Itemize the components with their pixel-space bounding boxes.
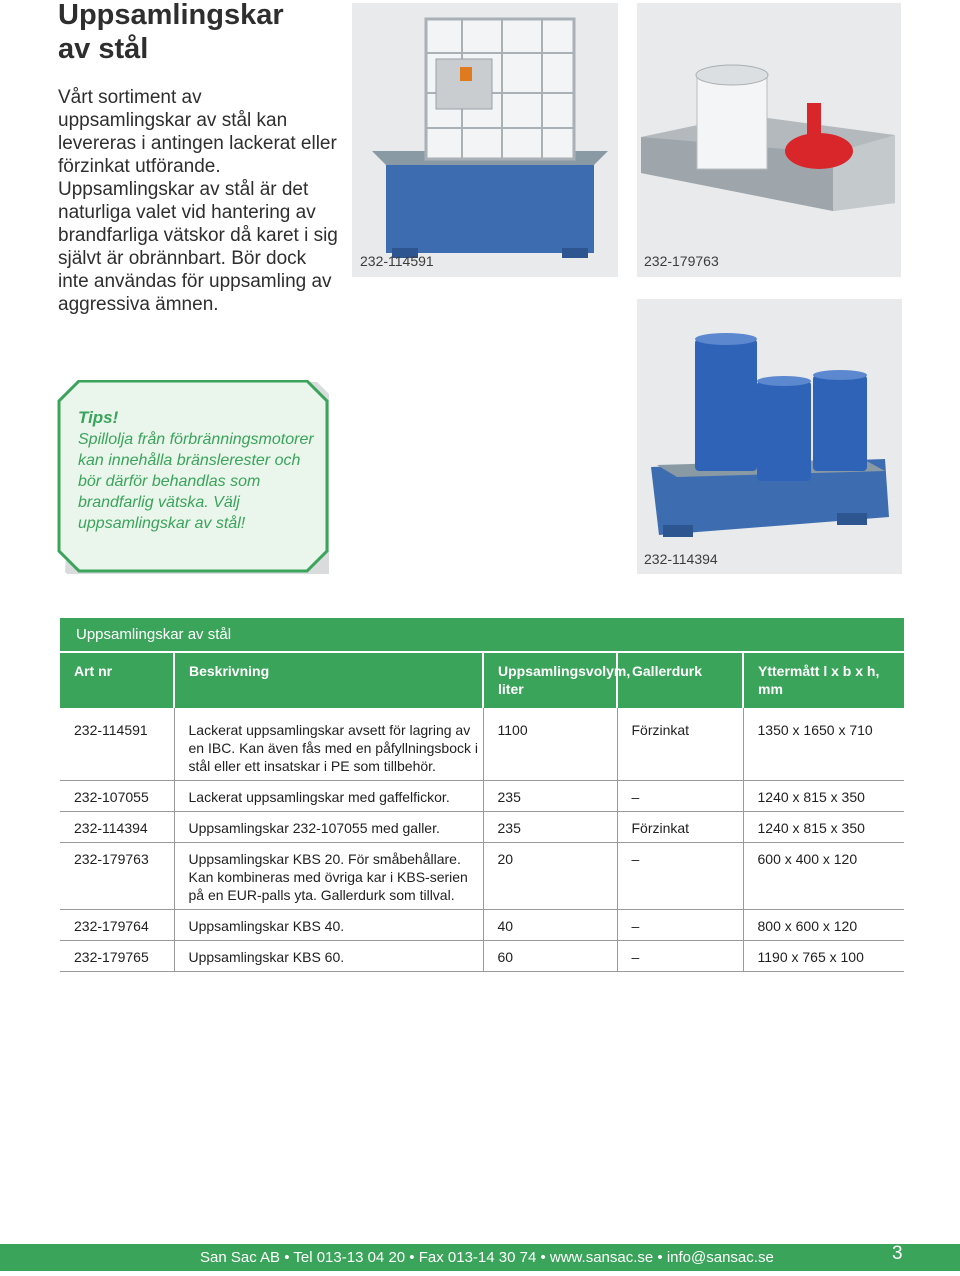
photo-caption: 232-179763 [644,253,719,269]
column-header: Gallerdurk [617,653,743,708]
page-title [58,0,348,66]
table-cell: 40 [483,910,617,941]
table-cell: 232-179763 [60,843,174,910]
table-cell: – [617,941,743,972]
table-cell: 800 x 600 x 120 [743,910,904,941]
column-header: Art nr [60,653,174,708]
page-title-line2: av stål [58,33,149,65]
table-cell: Uppsamlingskar KBS 20. För småbehållare. Kan kombineras med övriga kar i KBS-serien på en EUR-palls yta. Gallerdurk som tillval. [174,843,483,910]
tips-box [57,380,329,574]
product-table-grid [60,653,904,972]
table-cell: 1350 x 1650 x 710 [743,708,904,781]
table-cell: – [617,843,743,910]
table-cell: 235 [483,812,617,843]
table-cell: 1240 x 815 x 350 [743,781,904,812]
photo-caption: 232-114591 [360,253,434,269]
table-cell: Uppsamlingskar KBS 60. [174,941,483,972]
table-cell: Uppsamlingskar 232-107055 med galler. [174,812,483,843]
table-row [60,781,904,812]
table-cell: 232-179764 [60,910,174,941]
table-cell: 232-114591 [60,708,174,781]
photo-232-179763 [637,3,901,277]
table-cell: 1190 x 765 x 100 [743,941,904,972]
product-table [60,618,904,972]
table-cell: 232-107055 [60,781,174,812]
table-row [60,812,904,843]
column-header: Beskrivning [174,653,483,708]
table-cell: Lackerat uppsamlingskar med gaffelfickor. [174,781,483,812]
ibc-on-blue-sump-photo-icon [352,3,618,277]
tips-text: Spillolja från förbränningsmotorer kan innehålla bränslerester och bör därför behandlas som brandfarlig vätska. Välj uppsamlingskar av stål! [78,431,314,532]
table-cell: – [617,910,743,941]
page-title-line1: Uppsamlingskar [58,0,284,31]
photo-232-114591 [352,3,618,277]
table-cell: 235 [483,781,617,812]
photo-232-114394 [637,299,902,574]
intro-paragraph: Vårt sortiment av uppsamlingskar av stål kan levereras i antingen lackerat eller förzinkat utförande. Uppsamlingskar av stål är det naturliga valet vid hantering av brandfarliga vätskor då karet i sig självt är obrännbart. Bör dock inte användas för uppsamling av aggressiva ämnen. [58,87,338,315]
table-header-row [60,653,904,708]
table-cell: Lackerat uppsamlingskar avsett för lagring av en IBC. Kan även fås med en påfyllningsbock i stål eller ett insatskar i PE som tillbehör. [174,708,483,781]
table-cell: Uppsamlingskar KBS 40. [174,910,483,941]
table-title: Uppsamlingskar av stål [60,618,904,653]
tips-title: Tips! [78,408,119,427]
footer-bar [0,1244,960,1271]
photo-caption: 232-114394 [644,551,718,567]
table-row [60,708,904,781]
column-header: Yttermått l x b x h, mm [743,653,904,708]
table-cell: Förzinkat [617,708,743,781]
table-cell: 600 x 400 x 120 [743,843,904,910]
table-cell: – [617,781,743,812]
page-number: 3 [892,1243,903,1264]
table-cell: 1240 x 815 x 350 [743,812,904,843]
column-header: Uppsamlingsvolym, liter [483,653,617,708]
table-cell: 60 [483,941,617,972]
table-cell: 232-114394 [60,812,174,843]
table-row [60,941,904,972]
table-cell: Förzinkat [617,812,743,843]
galvanized-tray-with-cans-photo-icon [637,3,901,277]
table-row [60,910,904,941]
drums-on-blue-sump-photo-icon [637,299,902,574]
table-cell: 232-179765 [60,941,174,972]
table-cell: 20 [483,843,617,910]
table-cell: 1100 [483,708,617,781]
table-row [60,843,904,910]
footer-contact: San Sac AB • Tel 013-13 04 20 • Fax 013-14 30 74 • www.sansac.se • info@sansac.se [200,1249,774,1266]
